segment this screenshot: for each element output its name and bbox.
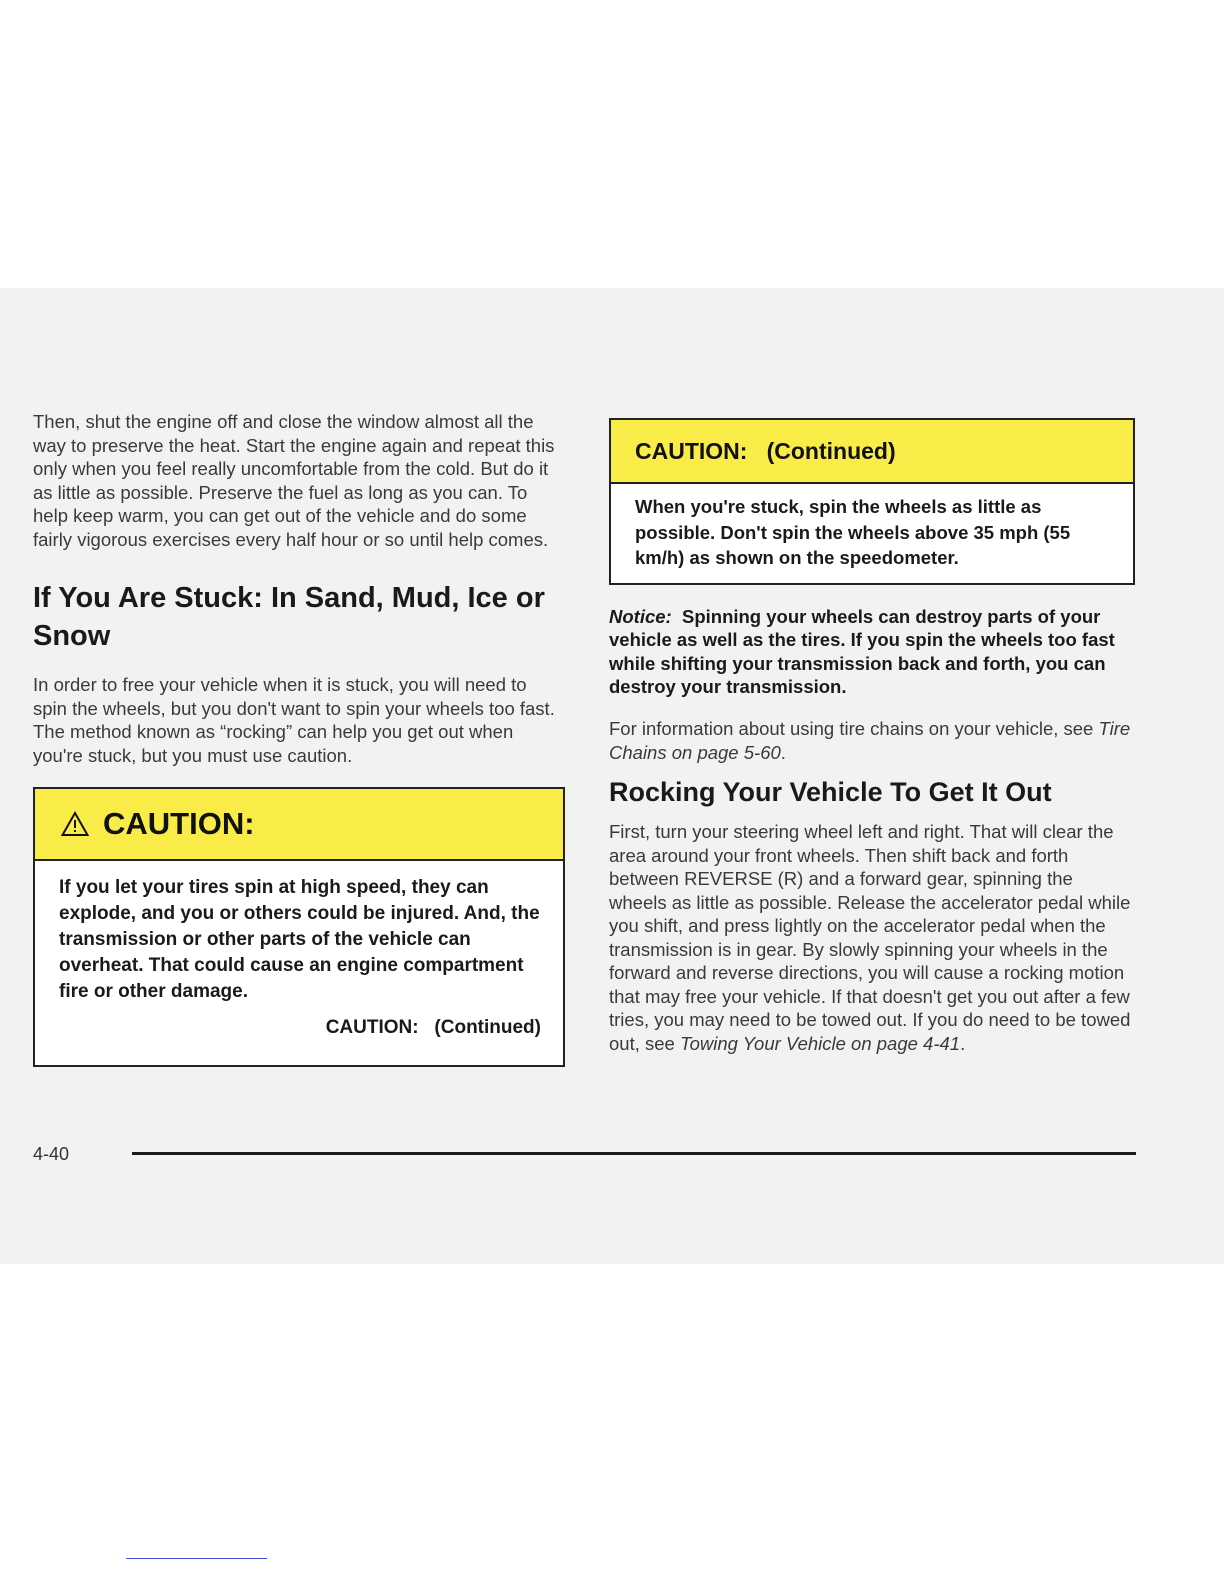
page-number: 4-40 xyxy=(33,1144,70,1164)
section-heading-stuck: If You Are Stuck: In Sand, Mud, Ice or Snow xyxy=(33,582,545,652)
footer-rule xyxy=(132,1152,1136,1155)
notice-text: Spinning your wheels can destroy parts of your vehicle as well as the tires. If you spin the wheels too fast while shifting your transmission back and forth, you can destroy your transmission. xyxy=(609,605,1115,697)
caution-continued-body: When you're stuck, spin the wheels as little as possible. Don't spin the wheels above 35 mph (55 km/h) as shown on the speedometer. xyxy=(635,496,1071,568)
caution-continued-box xyxy=(609,418,1135,585)
caution-title: CAUTION: xyxy=(103,806,255,841)
tire-chains-reference[interactable]: Tire Chains on page 5-60 xyxy=(609,718,1131,763)
bottom-underline xyxy=(126,1558,267,1559)
caution-text: If you let your tires spin at high speed, they can explode, and you or others could be injured. And, the transmission or other parts of the vehicle can overheat. That could cause an engine compartment fire or other damage. xyxy=(59,877,540,1002)
caution-continued-label: CAUTION: (Continued) xyxy=(325,1017,541,1038)
caution-continued-header xyxy=(611,420,1133,484)
caution-box xyxy=(33,787,565,1067)
towing-reference[interactable]: Towing Your Vehicle on page 4-41 xyxy=(679,1032,961,1054)
rocking-text: First, turn your steering wheel left and right. That will clear the area around your front wheels. Then shift back and forth between REVERSE (R) and a forward gear, spinning the wheels as little as possible. Release the accelerator pedal while you shift, and press lightly on the accelerator pedal when the transmission is in gear. By slowly spinning your wheels in the forward and reverse directions, you will cause a rocking motion that may free your vehicle. If that doesn't get you out after a few tries, you may need to be towed out. If you do need to be towed out, see xyxy=(609,821,1131,1054)
stuck-paragraph: In order to free your vehicle when it is stuck, you will need to spin the wheels, but you don't want to spin your wheels too fast. The method known as “rocking” can help you get out when you're stuck, but you must use caution. xyxy=(33,674,555,766)
caution-continued-title: CAUTION: (Continued) xyxy=(635,437,896,464)
tire-chains-end: . xyxy=(780,741,786,763)
left-column xyxy=(33,410,565,1067)
right-column xyxy=(609,418,1135,1055)
tire-chains-paragraph xyxy=(609,717,1135,764)
intro-paragraph: Then, shut the engine off and close the window almost all the way to preserve the heat. Start the engine again and repeat this only when you feel really uncomfortable from the cold. But do it as little as possible. Preserve the fuel as long as you can. To help keep warm, you can get out of the vehicle and do some fairly vigorous exercises every half hour or so until help comes. xyxy=(33,411,555,550)
caution-header xyxy=(35,789,563,861)
rocking-end: . xyxy=(960,1032,966,1054)
caution-body xyxy=(35,861,563,1065)
notice-label: Notice: xyxy=(609,605,672,627)
notice-paragraph xyxy=(609,605,1135,699)
section-heading-rocking: Rocking Your Vehicle To Get It Out xyxy=(609,777,1052,807)
tire-chains-text: For information about using tire chains on your vehicle, see xyxy=(609,718,1099,739)
warning-triangle-icon xyxy=(61,811,89,837)
rocking-paragraph xyxy=(609,820,1135,1055)
